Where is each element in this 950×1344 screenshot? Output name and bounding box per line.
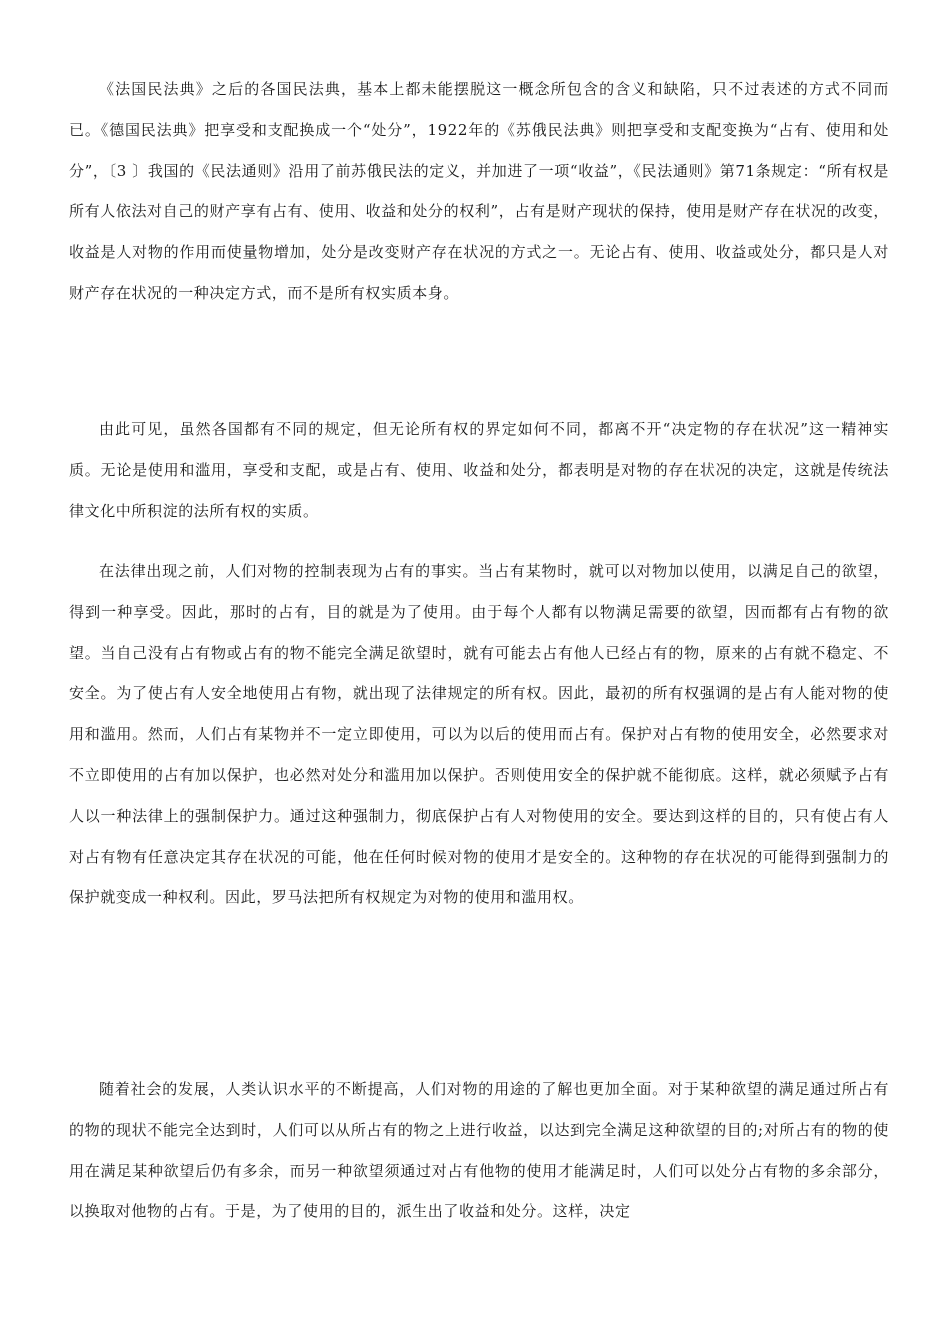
paragraph-civil-codes: 《法国民法典》之后的各国民法典，基本上都未能摆脱这一概念所包含的含义和缺陷，只不过表述的方式不同而已。《德国民法典》把享受和支配换成一个“处分”，1922年的《苏俄民法典》则把享受和支配变换为“占有、使用和处分”，〔3 〕我国的《民法通则》沿用了前苏俄民法的定义，并加进了一项“收益”，《民法通则》第71条规定：“所有权是所有人依法对自己的财产享有占有、使用、收益和处分的权利”，占有是财产现状的保持，使用是财产存在状况的改变，收益是人对物的作用而使量物增加，处分是改变财产存在状况的方式之一。无论占有、使用、收益或处分，都只是人对财产存在状况的一种决定方式，而不是所有权实质本身。	[69, 80, 889, 302]
paragraph-social-development: 随着社会的发展，人类认识水平的不断提高，人们对物的用途的了解也更加全面。对于某种欲望的满足通过所占有的物的现状不能完全达到时，人们可以从所占有的物之上进行收益，以达到完全满足这种欲望的目的;对所占有的物的使用在满足某种欲望后仍有多余，而另一种欲望须通过对占有他物的使用才能满足时，人们可以处分占有物的多余部分，以换取对他物的占有。于是，为了使用的目的，派生出了收益和处分。这样，决定	[69, 1080, 889, 1221]
paragraph-origin-of-ownership: 在法律出现之前，人们对物的控制表现为占有的事实。当占有某物时，就可以对物加以使用，以满足自己的欲望，得到一种享受。因此，那时的占有，目的就是为了使用。由于每个人都有以物满足需要的欲望，因而都有占有物的欲望。当自己没有占有物或占有的物不能完全满足欲望时，就有可能去占有他人已经占有的物，原来的占有就不稳定、不安全。为了使占有人安全地使用占有物，就出现了法律规定的所有权。因此，最初的所有权强调的是占有人能对物的使用和滥用。然而，人们占有某物并不一定立即使用，可以为以后的使用而占有。保护对占有物的使用安全，必然要求对不立即使用的占有加以保护，也必然对处分和滥用加以保护。否则使用安全的保护就不能彻底。这样，就必须赋予占有人以一种法律上的强制保护力。通过这种强制力，彻底保护占有人对物使用的安全。要达到这样的目的，只有使占有人对占有物有任意决定其存在状况的可能，他在任何时候对物的使用才是安全的。这种物的存在状况的可能得到强制力的保护就变成一种权利。因此，罗马法把所有权规定为对物的使用和滥用权。	[69, 562, 889, 907]
paragraph-essence-of-ownership: 由此可见，虽然各国都有不同的规定，但无论所有权的界定如何不同，都离不开“决定物的存在状况”这一精神实质。无论是使用和滥用，享受和支配，或是占有、使用、收益和处分，都表明是对物的存在状况的决定，这就是传统法律文化中所积淀的法所有权的实质。	[69, 420, 889, 520]
